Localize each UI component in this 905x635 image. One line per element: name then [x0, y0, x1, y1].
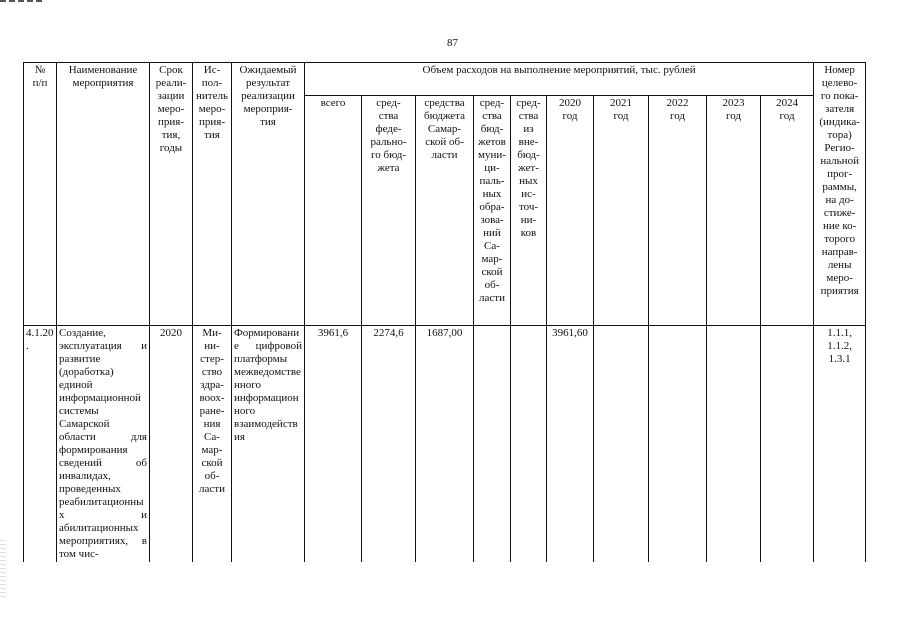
row-result: Формирование цифровой платформы межведомственного информационного взаимодействия [232, 326, 305, 563]
header-term: Срок реали- зации меро- прия- тия, годы [150, 63, 193, 326]
row-executor: Ми- ни- стер- ство здра- воох- ране- ния Са- мар- ской об- ласти [193, 326, 232, 563]
row-municipal [474, 326, 511, 563]
page-number: 87 [447, 37, 458, 49]
table-row [24, 326, 866, 563]
row-2024 [761, 326, 814, 563]
row-regional: 1687,00 [416, 326, 474, 563]
row-2021 [594, 326, 649, 563]
subheader-municipal: сред- ства бюд- жетов муни- ци- паль- ных обра- зова- ний Са- мар- ской об- ласти [474, 96, 511, 326]
row-indicator: 1.1.1, 1.1.2, 1.3.1 [814, 326, 866, 563]
subheader-regional: средства бюджета Самар- ской об- ласти [416, 96, 474, 326]
header-name: Наименование мероприятия [57, 63, 150, 326]
row-num: 4.1.20. [24, 326, 57, 563]
subheader-extra: сред- ства из вне- бюд- жет- ных ис- точ- ни- ков [511, 96, 547, 326]
subheader-total: всего [305, 96, 362, 326]
subheader-2024: 2024 год [761, 96, 814, 326]
subheader-federal: сред- ства феде- рально- го бюд- жета [362, 96, 416, 326]
row-2023 [707, 326, 761, 563]
activities-table [23, 62, 866, 562]
subheader-2023: 2023 год [707, 96, 761, 326]
header-executor: Ис- пол- нитель меро- прия- тия [193, 63, 232, 326]
header-num: № п/п [24, 63, 57, 326]
scan-edge-mark [0, 0, 42, 5]
row-name: Создание, эксплуатация и развитие (доработка) единой информационной системы Самарской области для формирования сведений об инвалидах, проведенных реабилитационных и абилитационных мероприятиях, в том чис- [57, 326, 150, 563]
header-row [24, 63, 866, 96]
subheader-2020: 2020 год [547, 96, 594, 326]
subheader-2022: 2022 год [649, 96, 707, 326]
row-2022 [649, 326, 707, 563]
row-2020: 3961,60 [547, 326, 594, 563]
row-extra [511, 326, 547, 563]
scan-margin-noise [0, 540, 6, 600]
header-volume: Объем расходов на выполнение мероприятий, тыс. рублей [305, 63, 814, 96]
header-result: Ожидаемый результат реализации мероприя- тия [232, 63, 305, 326]
row-total: 3961,6 [305, 326, 362, 563]
subheader-2021: 2021 год [594, 96, 649, 326]
header-indicator: Номер целево- го пока- зателя (индика- тора) Регио- нальной прог- раммы, на до- стиже- ние ко- торого направ- лены меро- приятия [814, 63, 866, 326]
row-term: 2020 [150, 326, 193, 563]
row-federal: 2274,6 [362, 326, 416, 563]
